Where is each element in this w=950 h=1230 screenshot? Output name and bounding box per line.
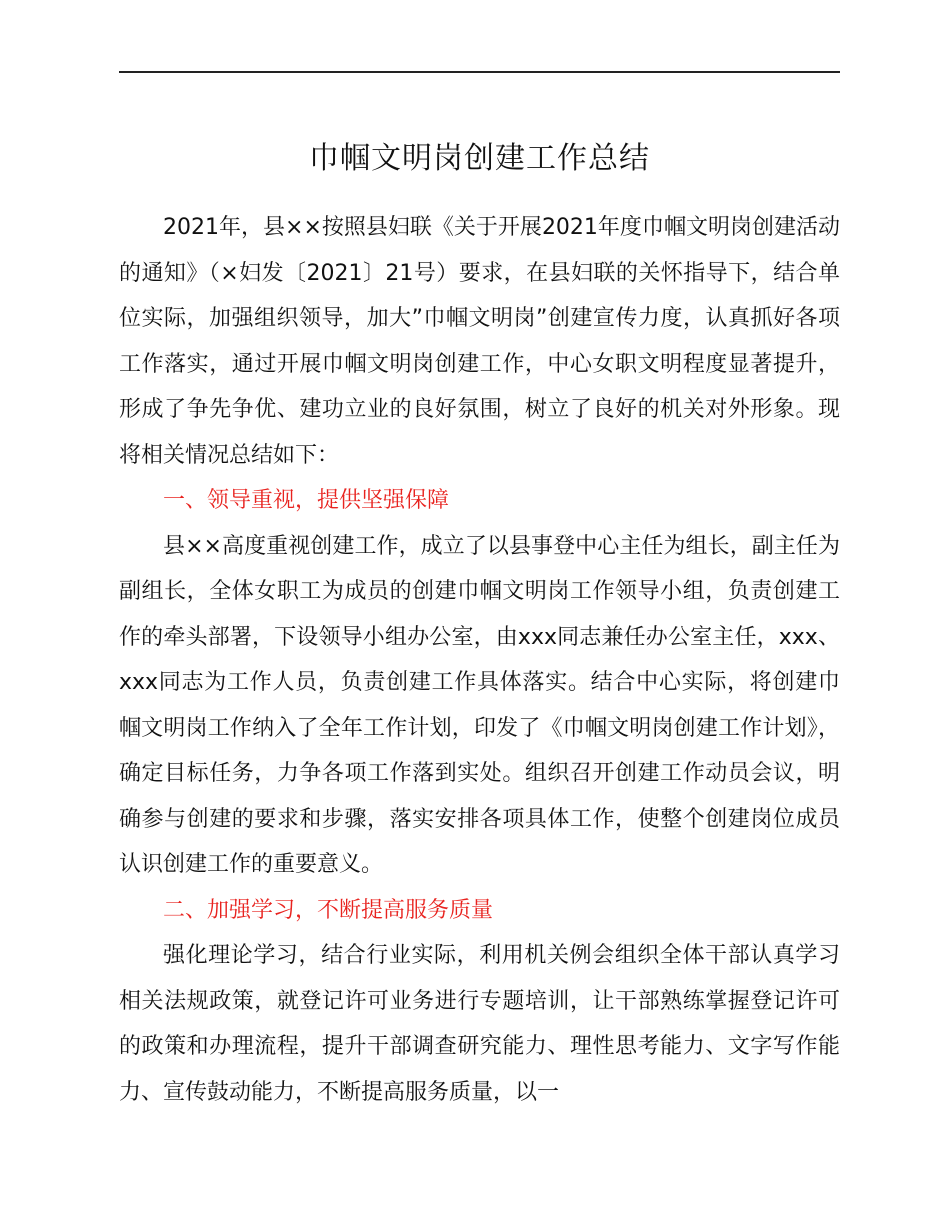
document-title: 巾帼文明岗创建工作总结 — [309, 141, 650, 176]
section-1-paragraph: 县××高度重视创建工作，成立了以县事登中心主任为组长，副主任为副组长，全体女职工为成员的创建巾帼文明岗工作领导小组，负责创建工作的牵头部署，下设领导小组办公室，由xxx同志兼任办公室主任，xxx、xxx同志为工作人员，负责创建工作具体落实。结合中心实际，将创建巾帼文明岗工作纳入了全年工作计划，印发了《巾帼文明岗创建工作计划》，确定目标任务，力争各项工作落到实处。组织召开创建工作动员会议，明确参与创建的要求和步骤，落实安排各项具体工作，使整个创建岗位成员认识创建工作的重要意义。 — [119, 533, 840, 877]
document-body — [119, 205, 840, 1115]
section-2-paragraph: 强化理论学习，结合行业实际，利用机关例会组织全体干部认真学习相关法规政策，就登记许可业务进行专题培训，让干部熟练掌握登记许可的政策和办理流程，提升干部调查研究能力、理性思考能力、文字写作能力、宣传鼓动能力，不断提高服务质量，以一 — [119, 943, 840, 1105]
header-rule — [119, 71, 840, 73]
intro-paragraph: 2021年，县××按照县妇联《关于开展2021年度巾帼文明岗创建活动的通知》（×妇发〔2021〕21号）要求，在县妇联的关怀指导下，结合单位实际，加强组织领导，加大”巾帼文明岗”创建宣传力度，认真抓好各项工作落实，通过开展巾帼文明岗创建工作，中心女职文明程度显著提升，形成了争先争优、建功立业的良好氛围，树立了良好的机关对外形象。现将相关情况总结如下： — [119, 215, 840, 468]
section-heading-2: 二、加强学习，不断提高服务质量 — [163, 897, 494, 923]
section-heading-1: 一、领导重视，提供坚强保障 — [163, 488, 450, 513]
